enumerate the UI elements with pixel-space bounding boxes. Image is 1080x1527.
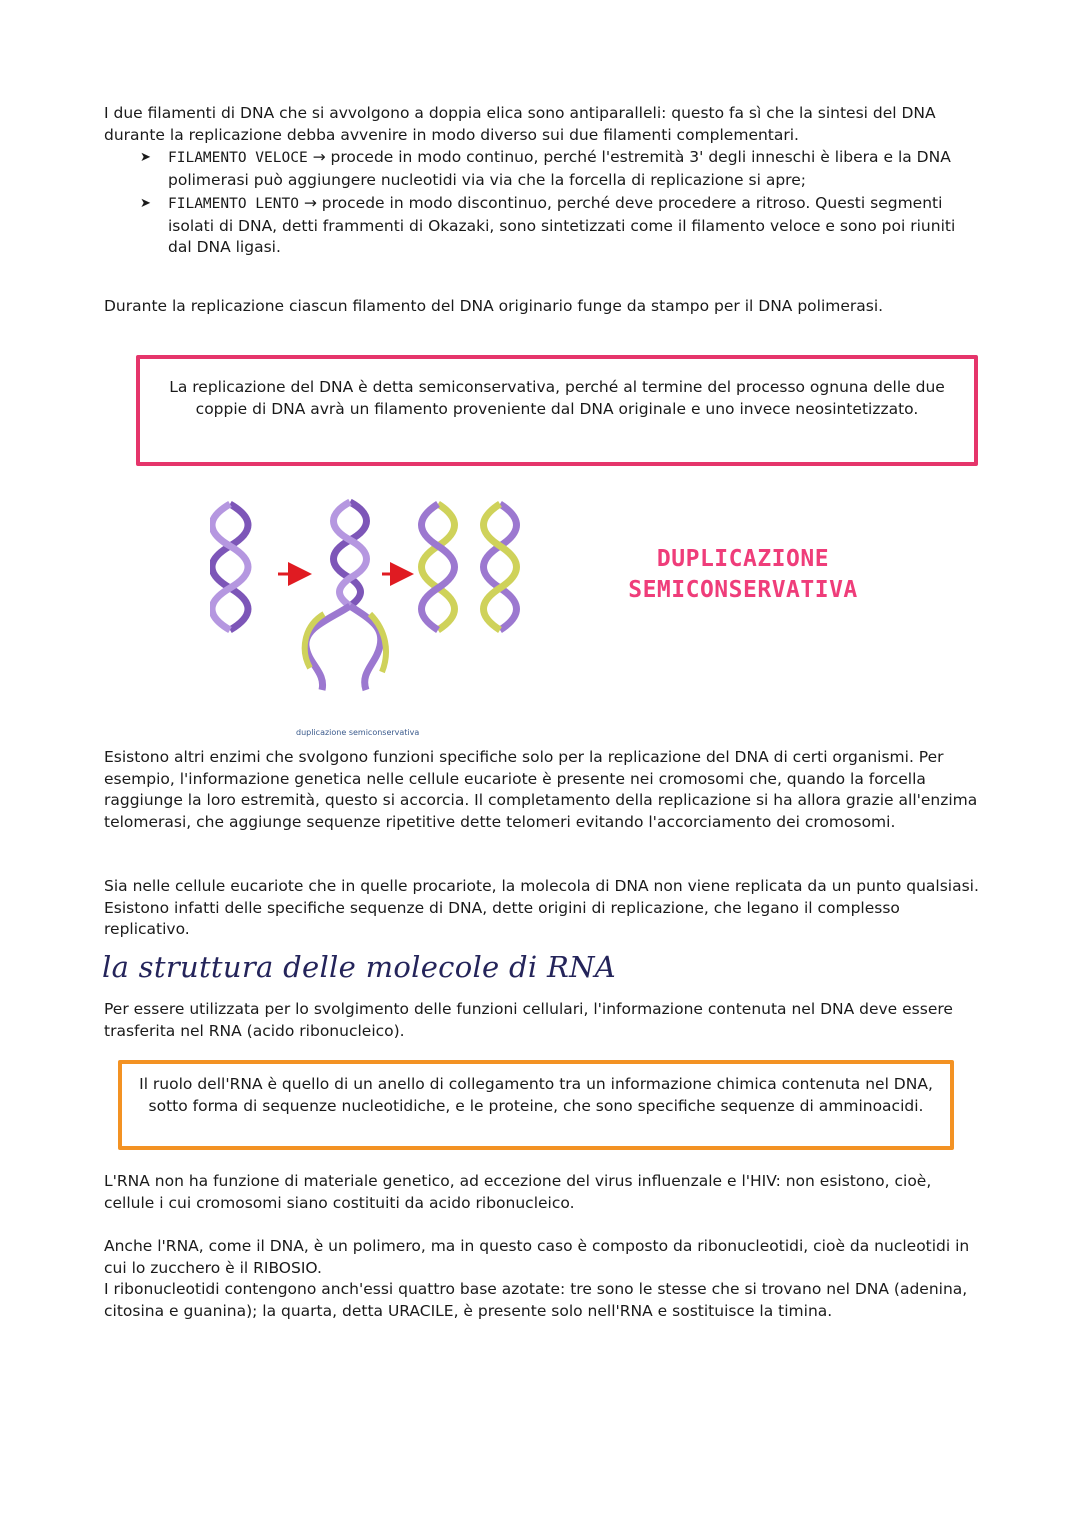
daughter-helix-2 — [484, 504, 517, 630]
origini-paragraph: Sia nelle cellule eucariote che in quelle procariote, la molecola di DNA non viene replicata da un punto qualsiasi. Esistono infatti delle specifiche sequenze di DNA, dette origini di replicazione, che legano il complesso replicativo. — [104, 877, 979, 938]
ribosio-paragraph: Anche l'RNA, come il DNA, è un polimero, ma in questo caso è composto da ribonucleotidi, cioè da nucleotidi in cui lo zucchero è il RIBOSIO. — [104, 1237, 970, 1277]
arrowhead-bullet-icon: ➤ — [140, 150, 151, 165]
parental-helix — [212, 504, 248, 630]
telomerasi-paragraph: Esistono altri enzimi che svolgono funzioni specifiche solo per la replicazione del DNA di certi organismi. Per esempio, l'informazione genetica nelle cellule eucariote è presente nei cromosomi che, quando la forcella raggiunge la loro estremità, questo si accorcia. Il completamento della replicazione si ha allora grazie all'enzima telomerasi, che aggiunge sequenze ripetitive dette telomeri evitando l'accorciamento dei cromosomi. — [104, 748, 978, 831]
bullet-filamento-lento — [140, 193, 980, 259]
template-paragraph: Durante la replicazione ciascun filamento del DNA originario funge da stampo per il DNA polimerasi. — [104, 297, 884, 315]
bullet-term: FILAMENTO LENTO — [168, 196, 299, 212]
section-heading-rna: la struttura delle molecole di RNA — [102, 950, 617, 984]
figure-caption: duplicazione semiconservativa — [296, 728, 420, 737]
strand-bullet-list — [140, 147, 980, 259]
semiconservative-callout-text: La replicazione del DNA è detta semiconservativa, perché al termine del processo ognuna delle due coppie di DNA avrà un filamento proveniente dal DNA originale e uno invece neosintetizzato. — [169, 378, 945, 418]
figure-title-line2: SEMICONSERVATIVA — [628, 577, 858, 603]
figure-title — [612, 544, 874, 606]
bullet-term: FILAMENTO VELOCE — [168, 150, 308, 166]
intro-paragraph: I due filamenti di DNA che si avvolgono a doppia elica sono antiparalleli: questo fa sì che la sintesi del DNA durante la replicazione debba avvenire in modo diverso sui due filamenti complementari. — [104, 104, 936, 144]
rna-role-callout-box — [118, 1060, 954, 1150]
replication-fork — [305, 502, 386, 690]
figure-title-line1: DUPLICAZIONE — [656, 546, 830, 572]
bullet-text: → procede in modo discontinuo, perché deve procedere a ritroso. Questi segmenti isolati di DNA, detti frammenti di Okazaki, sono sintetizzati come il filamento veloce e sono poi riuniti dal DNA ligasi. — [168, 194, 956, 256]
rna-intro-paragraph: Per essere utilizzata per lo svolgimento delle funzioni cellulari, l'informazione contenuta nel DNA deve essere trasferita nel RNA (acido ribonucleico). — [104, 1000, 953, 1040]
bullet-filamento-veloce — [140, 147, 980, 191]
dna-replication-diagram — [210, 496, 540, 696]
rna-virus-paragraph: L'RNA non ha funzione di materiale genetico, ad eccezione del virus influenzale e l'HIV: non esistono, cioè, cellule i cui cromosomi siano costituiti da acido ribonucleico. — [104, 1172, 932, 1212]
uracile-paragraph: I ribonucleotidi contengono anch'essi quattro base azotate: tre sono le stesse che si trovano nel DNA (adenina, citosina e guanina); la quarta, detta URACILE, è presente solo nell'RNA e sostituisce la timina. — [104, 1280, 968, 1320]
semiconservative-callout-box — [136, 355, 978, 466]
bullet-text: → procede in modo continuo, perché l'estremità 3' degli inneschi è libera e la DNA polimerasi può aggiungere nucleotidi via via che la forcella di replicazione si apre; — [168, 148, 951, 189]
rna-role-callout-text: Il ruolo dell'RNA è quello di un anello di collegamento tra un informazione chimica contenuta nel DNA, sotto forma di sequenze nucleotidiche, e le proteine, che sono specifiche sequenze di amminoacidi. — [139, 1075, 933, 1115]
daughter-helix-1 — [422, 504, 455, 630]
arrowhead-bullet-icon: ➤ — [140, 196, 151, 211]
